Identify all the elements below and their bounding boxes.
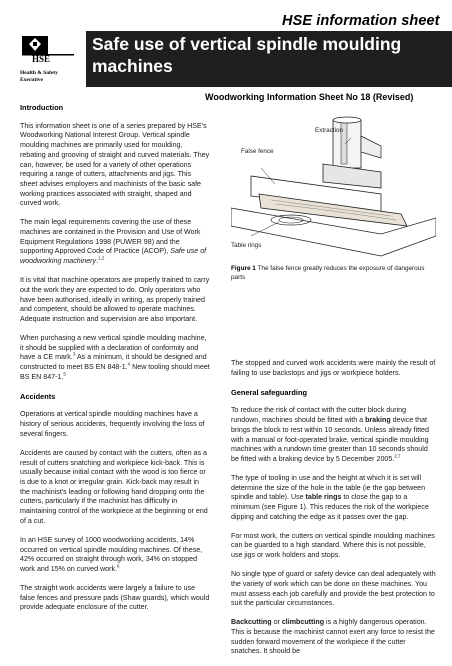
page-title: Safe use of vertical spindle moulding machines: [92, 34, 402, 76]
accidents-heading: Accidents: [20, 391, 56, 401]
figure-label-false-fence: False fence: [241, 148, 274, 155]
figure-1-caption: Figure 1 The false fence greatly reduces the exposure of dangerous parts: [231, 265, 425, 281]
backcutting-paragraph: Backcutting or climbcutting is a highly dangerous operation. This is because the machinist cannot exert any force to resist the sudden forward movement of the workpiece if the cutter snatches. It should be: [231, 618, 435, 656]
general-safeguarding-heading: General safeguarding: [231, 387, 307, 397]
crown-emblem-icon: [20, 34, 74, 72]
sheet-type-label: HSE information sheet: [282, 13, 440, 29]
guarding-paragraph: For most work, the cutters on vertical spindle moulding machines can be guarded to a high standard. Where this is not possible, use jigs or work holders and stops.: [231, 531, 435, 560]
hse-logo: [20, 34, 74, 86]
introduction-heading: Introduction: [20, 103, 64, 112]
left-column: [20, 103, 210, 622]
acop-title: Safe use of woodworking machinery: [20, 247, 207, 266]
intro-paragraph-3: It is vital that machine operators are properly trained to carry out the work they are expected to do. Only operators who have been authorised, ideally in writing, as properly trained and competent, should be allowed to operate machines. Adequate instruction and supervision are also important.: [20, 276, 210, 323]
braking-paragraph: To reduce the risk of contact with the cutter block during rundown, machines should be fitted with a braking device that brings the block to rest within 10 seconds. Unless already fitted with a manual or foot-operated brake, vertical spindle moulding machines with a rundown time greater than 10 seconds should be fitted with a braking device by 5 December 2005.$^{2,7}$: [231, 406, 429, 463]
figure-label-table-rings: Table rings: [231, 242, 262, 249]
intro-paragraph-4: When purchasing a new vertical spindle moulding machine, it should be supplied with a declaration of conformity and have a CE mark.$^3$ As a minimum, it should be designed and constructed to meet BS EN 848-1.$^4$ New tooling should meet BS EN 847-1.$^5$: [20, 333, 210, 381]
series-subtitle: Woodworking Information Sheet No 18 (Revised): [205, 92, 414, 102]
assessment-paragraph: No single type of guard or safety device can deal adequately with the variety of work which can be done on these machines. You must assess each job carefully and provide the best protection to suit the particular circumstances.: [231, 570, 436, 608]
accidents-paragraph-2: Accidents are caused by contact with the cutters, often as a result of cutters snatching and workpiece kick-back. This is usually because initial contact with the wood is too fierce or is due to a knot or irregular grain. Kick-back may result in the machinist's leading or following hand dropping onto the cutters, particularly if the machinist has difficulty in maintaining control of the workpiece at the beginning or end of a cut.: [20, 448, 208, 525]
right-column: [231, 359, 436, 666]
accidents-paragraph-3: In an HSE survey of 1000 woodworking accidents, 14% occurred on vertical spindle moulding machines. Of these, 42% occurred on straight through work, 34% on stopped work and 15% on curved work.$^6$: [20, 535, 203, 573]
accidents-paragraph-4: The straight work accidents were largely a failure to use false fences and pressure pads (Shaw guards), which would provide adequate enclosure of the cutter.: [20, 583, 210, 612]
figure-label-extraction: Extraction: [315, 127, 343, 134]
intro-paragraph-1: This information sheet is one of a series prepared by HSE's Woodworking National Interest Group. Vertical spindle moulding machines are primarily used for moulding, rebating and grooving of straight and curved materials. They can, however, be used for a variety of other operations requiring a range of cutters, attachments and jigs. This sheet advises employers and machinists of the basic safe working practices associated with straight, shaped and curved work.: [20, 121, 210, 208]
logo-wordmark: HSE: [32, 54, 51, 64]
intro-paragraph-2: The main legal requirements covering the use of these machines are contained in the Provision and Use of Work Equipment Regulations 1998 (PUWER 98) and the supporting Approved Code of Practice (ACOP), Safe use of woodworking machinery.$^{1,2}$: [20, 218, 207, 266]
table-rings-paragraph: The type of tooling in use and the height at which it is set will determine the size of the hole in the table (ie the gap between spindle and table). Use table rings to close the gap to a minimum (see Figure 1). This reduces the risk of the workpiece dipping and catching the edge as it passes over the gap.: [231, 473, 429, 521]
logo-subtext: Health & Safety Executive: [20, 70, 58, 83]
figure-1-illustration: [231, 116, 436, 276]
accidents-paragraph-1: Operations at vertical spindle moulding machines have a history of serious accidents, frequently involving the loss of several fingers.: [20, 410, 205, 438]
spindle-moulder-illustration: [231, 116, 436, 266]
stopped-curved-paragraph: The stopped and curved work accidents were mainly the result of failing to use backstops and jigs or workpiece holders.: [231, 359, 436, 377]
